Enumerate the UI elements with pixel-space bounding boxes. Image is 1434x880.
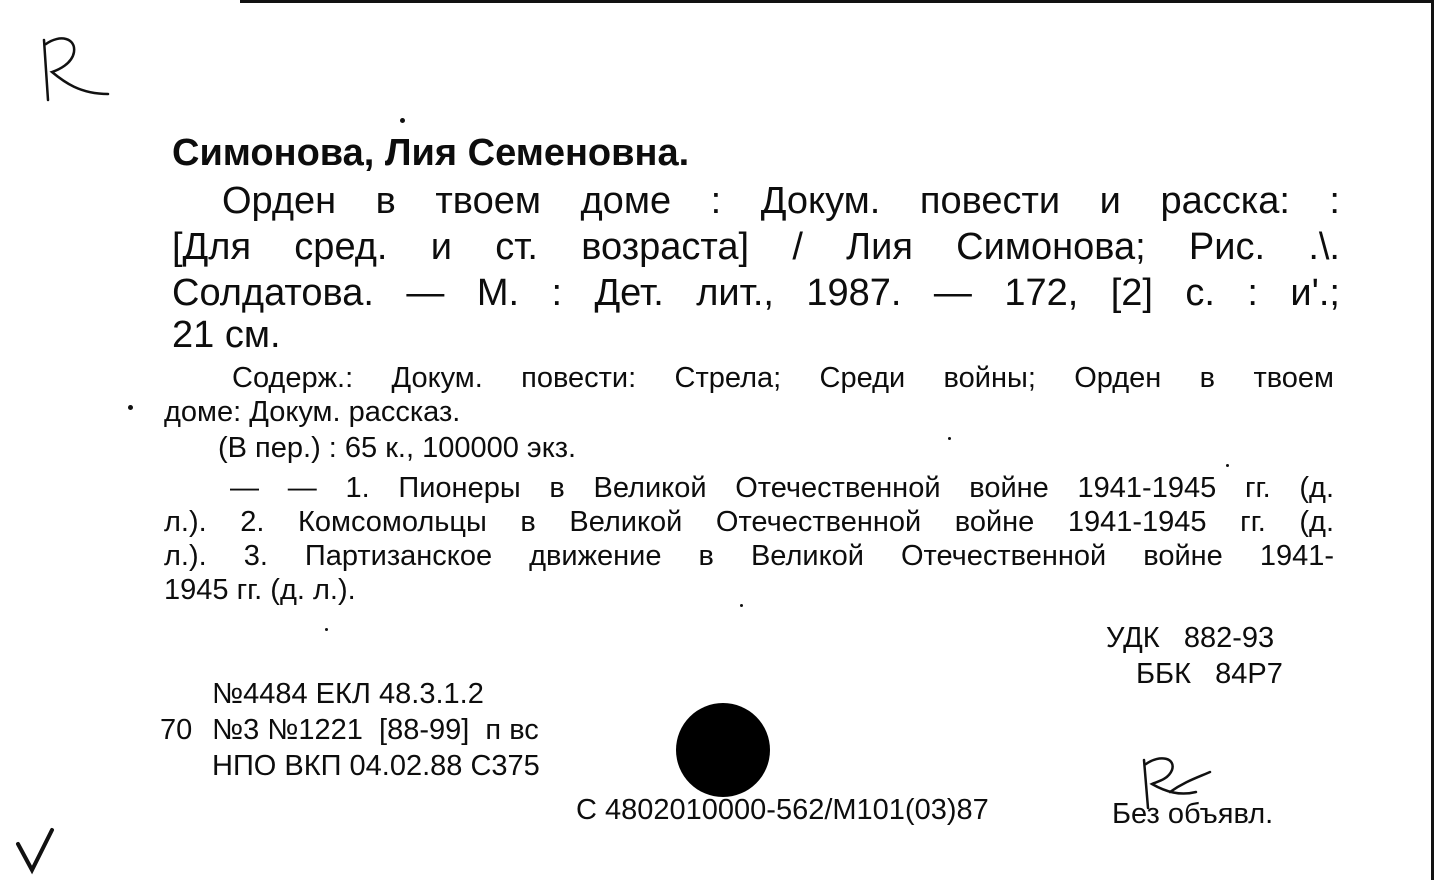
print-speck bbox=[740, 604, 743, 607]
handwritten-checkmark bbox=[14, 824, 62, 876]
print-speck bbox=[128, 405, 133, 410]
bbk-code: ББК 84Р7 bbox=[1136, 658, 1283, 690]
description-line: Орден в твоем доме : Докум. повести и расска: : bbox=[222, 180, 1340, 222]
print-speck bbox=[1226, 464, 1229, 467]
print-speck bbox=[400, 118, 405, 123]
subject-line: л.). 3. Партизанское движение в Великой Отечественной войне 1941- bbox=[164, 540, 1334, 572]
catalog-line: №4484 ЕКЛ 48.3.1.2 bbox=[212, 678, 484, 710]
print-speck bbox=[325, 628, 328, 631]
subject-line: л.). 2. Комсомольцы в Великой Отечественной войне 1941-1945 гг. (д. bbox=[164, 506, 1334, 538]
udk-code: УДК 882-93 bbox=[1106, 622, 1275, 654]
catalog-prefix: 70 bbox=[160, 714, 193, 746]
handwritten-mark-top-left bbox=[30, 30, 120, 110]
description-line: Солдатова. — М. : Дет. лит., 1987. — 172, [2] с. : и'.; bbox=[172, 272, 1340, 314]
description-line: 21 см. bbox=[172, 314, 281, 356]
price-line: (В пер.) : 65 к., 100000 экз. bbox=[218, 432, 577, 464]
catalog-line: НПО ВКП 04.02.88 С375 bbox=[212, 750, 540, 782]
description-line: [Для сред. и ст. возраста] / Лия Симонова; Рис. .\. bbox=[172, 226, 1340, 268]
author-heading: Симонова, Лия Семеновна. bbox=[172, 132, 690, 174]
punch-hole bbox=[676, 703, 770, 797]
card-top-edge bbox=[240, 0, 1434, 3]
index-code: С 4802010000-562/М101(03)87 bbox=[576, 794, 989, 826]
subject-line: 1945 гг. (д. л.). bbox=[164, 574, 356, 606]
subject-line: — — 1. Пионеры в Великой Отечественной войне 1941-1945 гг. (д. bbox=[230, 472, 1334, 504]
no-announcement-note: Без объявл. bbox=[1112, 798, 1274, 830]
print-speck bbox=[948, 437, 951, 440]
contents-note-line: доме: Докум. рассказ. bbox=[164, 396, 461, 428]
catalog-line: №3 №1221 [88-99] п вс bbox=[212, 714, 539, 746]
contents-note-line: Содерж.: Докум. повести: Стрела; Среди войны; Орден в твоем bbox=[232, 362, 1334, 394]
